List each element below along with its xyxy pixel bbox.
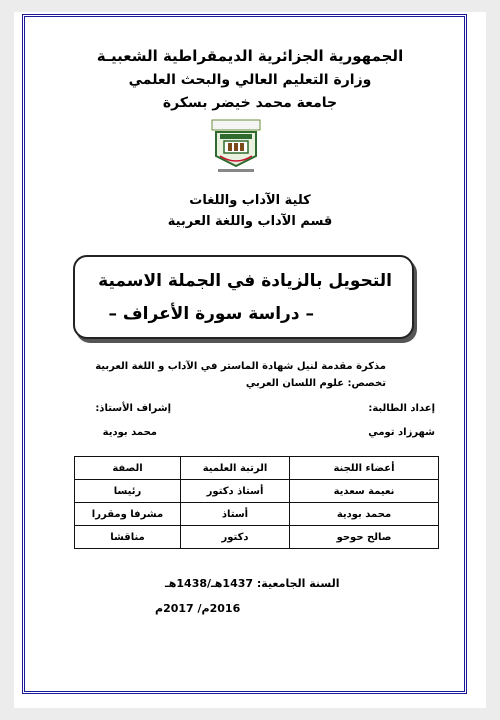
supervisor-name: محمد بودية (102, 427, 157, 438)
student-name: شهرزاد تومي (368, 427, 435, 438)
member-rank: أستاذ (181, 503, 290, 526)
page-border-frame (22, 14, 467, 694)
gregorian-year: 2016م/ 2017م (155, 602, 241, 615)
university-heading: جامعة محمد خيضر بسكرة (162, 95, 338, 111)
table-row (75, 503, 439, 526)
header-rank: الرتبة العلمية (181, 457, 290, 480)
table-row (75, 526, 439, 549)
thesis-title-box (73, 255, 414, 339)
academic-year: السنة الجامعية: 1437هـ/1438هـ (165, 577, 340, 590)
member-role: مشرفا ومقررا (75, 503, 181, 526)
republic-heading: الجمهورية الجزائرية الديمقراطية الشعبيـة (96, 47, 404, 65)
memo-note: مذكرة مقدمة لنيل شهادة الماستر في الآداب و اللغة العربية (95, 361, 386, 372)
header-member: أعضاء اللجنة (290, 457, 439, 480)
supervisor-label: إشراف الأستاذ: (95, 403, 171, 414)
table-header-row (75, 457, 439, 480)
thesis-title: التحويل بالزيادة في الجملة الاسمية (98, 271, 392, 291)
member-role: مناقشا (75, 526, 181, 549)
committee-table (74, 456, 439, 549)
header-role: الصفة (75, 457, 181, 480)
thesis-subtitle: – دراسة سورة الأعراف – (108, 304, 314, 324)
department-heading: قسم الآداب واللغة العربية (167, 214, 333, 229)
faculty-heading: كلية الآداب واللغات (189, 193, 311, 208)
member-rank: دكتور (181, 526, 290, 549)
member-role: رئيسا (75, 480, 181, 503)
specialty-line: تخصص: علوم اللسان العربي (245, 378, 386, 389)
member-name: صالح حوحو (290, 526, 439, 549)
member-rank: أستاذ دكتور (181, 480, 290, 503)
ministry-heading: وزارة التعليم العالي والبحث العلمي (128, 72, 372, 88)
table-row (75, 480, 439, 503)
member-name: محمد بودية (290, 503, 439, 526)
member-name: نعيمة سعدية (290, 480, 439, 503)
student-label: إعداد الطالبة: (368, 403, 435, 414)
university-seal-icon (210, 118, 262, 176)
